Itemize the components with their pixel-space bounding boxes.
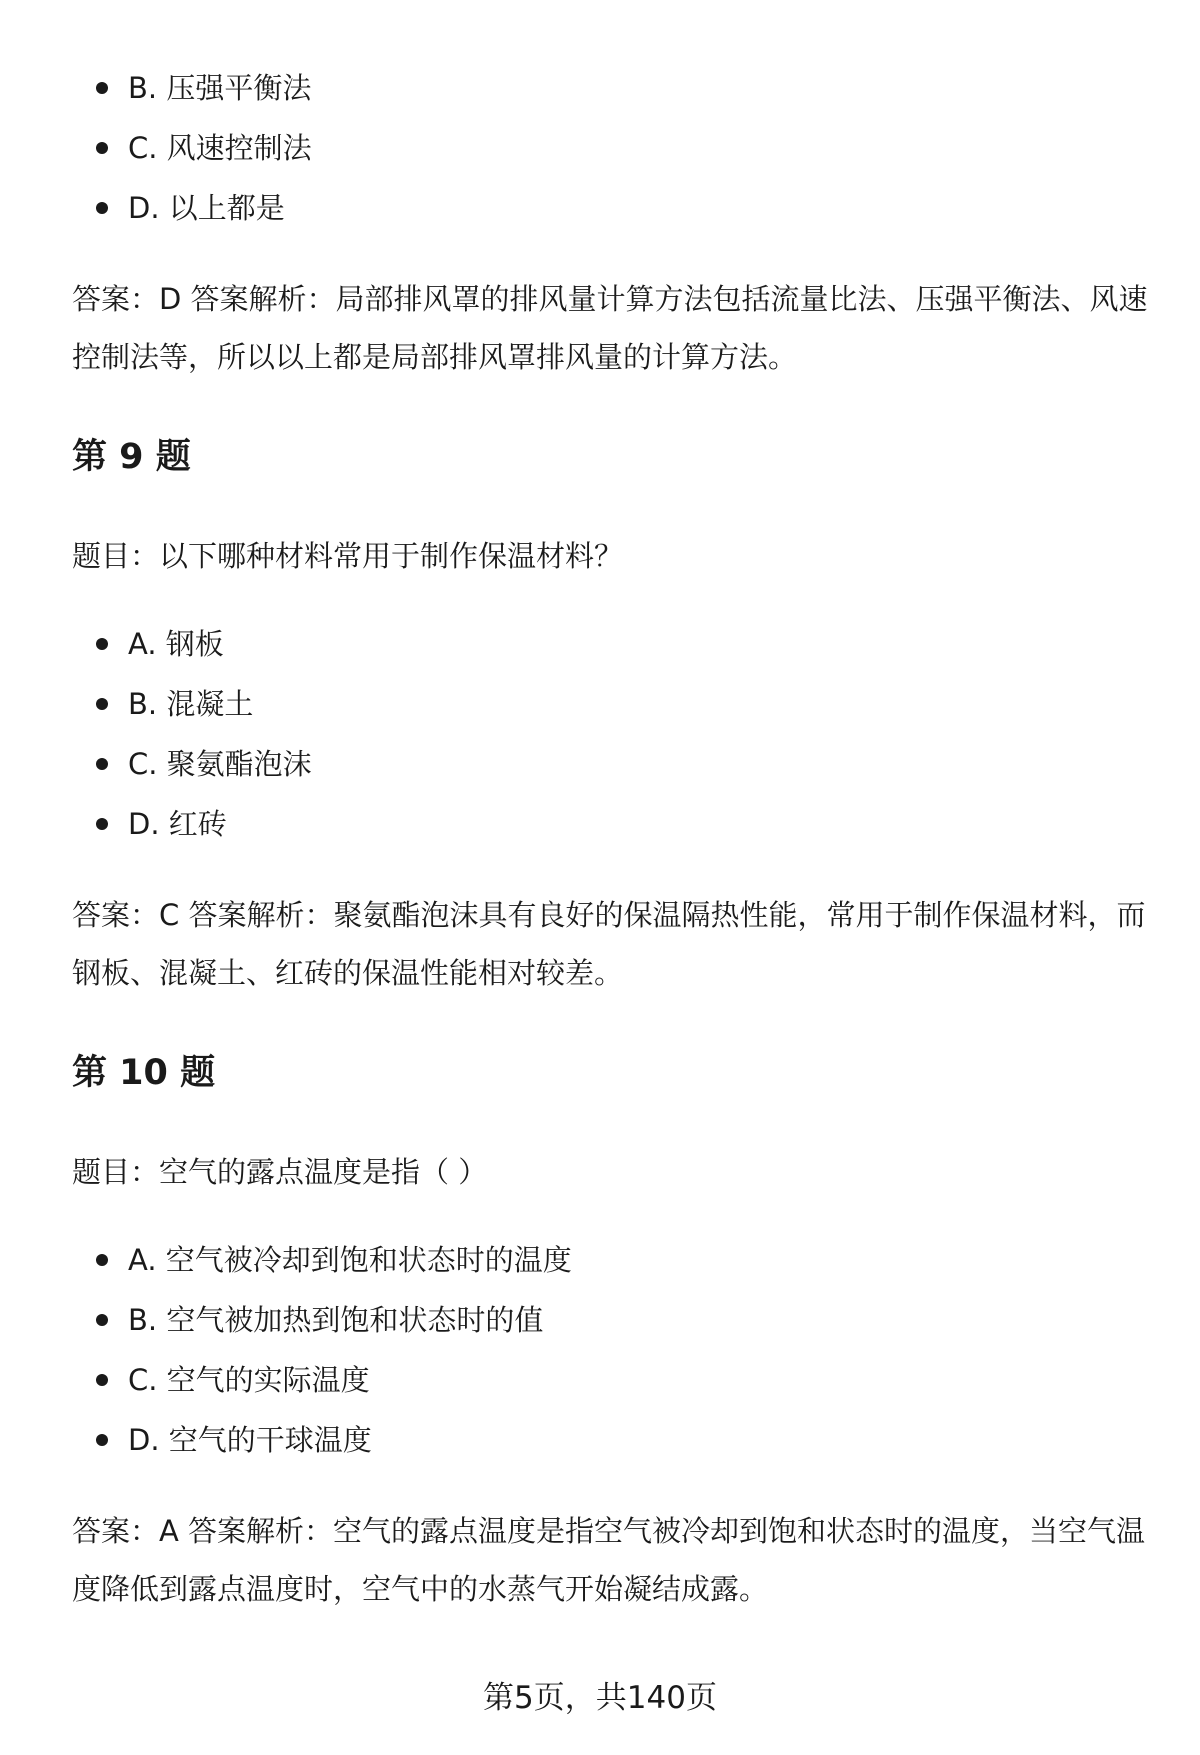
question-9-title: 第 9 题: [72, 437, 191, 477]
question-9-options: [72, 624, 1152, 864]
previous-question-answer: 答案：D 答案解析：局部排风罩的排风量计算方法包括流量比法、压强平衡法、风速控制法等，所以以上都是局部排风罩排风量的计算方法。: [72, 282, 1148, 374]
option-b: B. 压强平衡法: [72, 68, 1152, 108]
option-c: C. 聚氨酯泡沫: [72, 744, 1152, 784]
option-b: B. 混凝土: [72, 684, 1152, 724]
page-number-footer: 第5页，共140页: [483, 1680, 717, 1716]
previous-question-options: [72, 68, 1152, 248]
option-d: D. 以上都是: [72, 188, 1152, 228]
option-c: C. 空气的实际温度: [72, 1360, 1152, 1400]
option-a: A. 钢板: [72, 624, 1152, 664]
option-b: B. 空气被加热到饱和状态时的值: [72, 1300, 1152, 1340]
question-9-stem: 题目：以下哪种材料常用于制作保温材料？: [72, 539, 624, 573]
option-d: D. 空气的干球温度: [72, 1420, 1152, 1460]
question-10-stem: 题目：空气的露点温度是指（ ）: [72, 1155, 488, 1189]
question-9-answer: 答案：C 答案解析：聚氨酯泡沫具有良好的保温隔热性能，常用于制作保温材料，而钢板、混凝土、红砖的保温性能相对较差。: [72, 898, 1146, 990]
question-10-options: [72, 1240, 1152, 1480]
question-10-title: 第 10 题: [72, 1053, 216, 1093]
option-c: C. 风速控制法: [72, 128, 1152, 168]
option-d: D. 红砖: [72, 804, 1152, 844]
question-10-answer: 答案：A 答案解析：空气的露点温度是指空气被冷却到饱和状态时的温度，当空气温度降低到露点温度时，空气中的水蒸气开始凝结成露。: [72, 1514, 1146, 1606]
option-a: A. 空气被冷却到饱和状态时的温度: [72, 1240, 1152, 1280]
